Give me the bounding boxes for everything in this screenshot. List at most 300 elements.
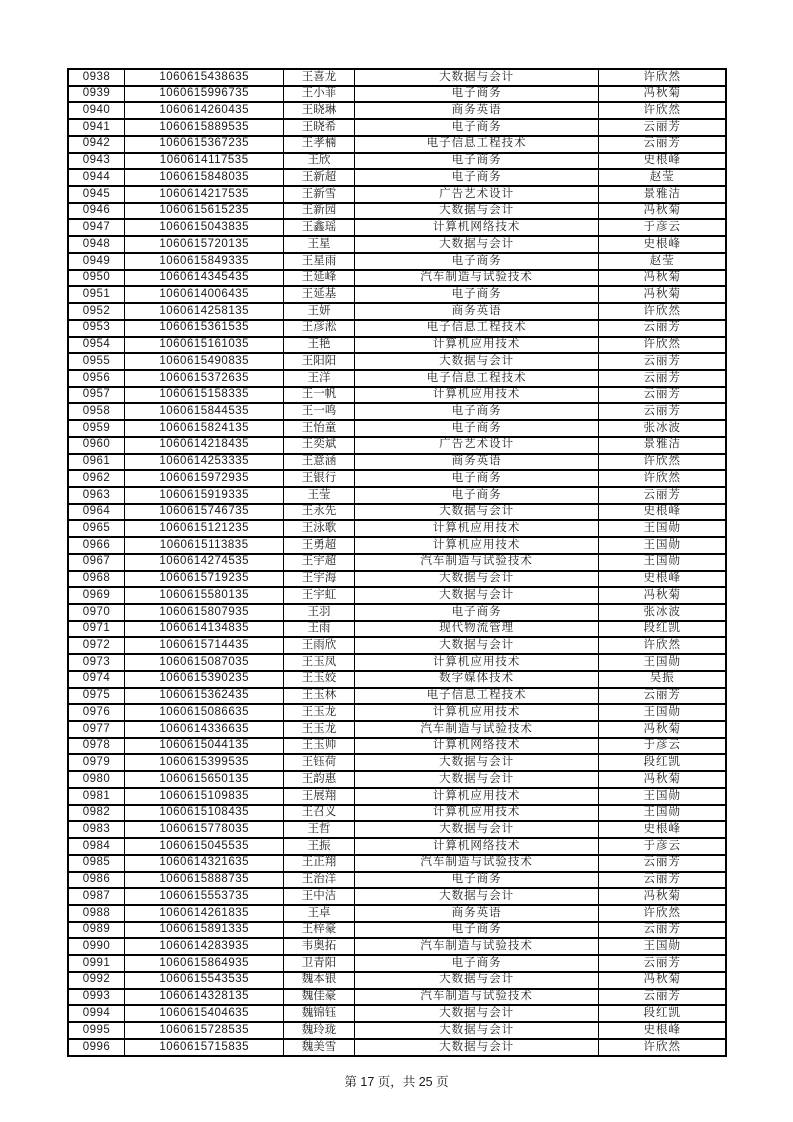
cell-name: 王振: [284, 838, 354, 855]
cell-major: 大数据与会计: [354, 571, 599, 588]
cell-advisor: 云丽芳: [599, 387, 726, 404]
table-row: [68, 520, 726, 537]
cell-major: 电子商务: [354, 922, 599, 939]
table-row: [68, 186, 726, 203]
table-row: [68, 872, 726, 889]
cell-student_id: 1060615161035: [125, 337, 284, 354]
cell-major: 计算机应用技术: [354, 537, 599, 554]
cell-advisor: 冯秋菊: [599, 771, 726, 788]
table-row: [68, 119, 726, 136]
cell-advisor: 赵莹: [599, 169, 726, 186]
cell-seq: 0967: [68, 554, 125, 571]
cell-seq: 0971: [68, 621, 125, 638]
cell-seq: 0940: [68, 102, 125, 119]
cell-major: 电子商务: [354, 604, 599, 621]
table-row: [68, 821, 726, 838]
cell-name: 王阳阳: [284, 353, 354, 370]
cell-advisor: 段红凯: [599, 621, 726, 638]
cell-name: 王泳歌: [284, 520, 354, 537]
table-row: [68, 504, 726, 521]
cell-seq: 0989: [68, 922, 125, 939]
page-footer: [0, 1072, 793, 1090]
cell-major: 广告艺术设计: [354, 186, 599, 203]
cell-advisor: 于彦云: [599, 738, 726, 755]
cell-major: 大数据与会计: [354, 771, 599, 788]
cell-name: 王正翔: [284, 855, 354, 872]
cell-student_id: 1060615746735: [125, 504, 284, 521]
cell-seq: 0962: [68, 470, 125, 487]
table-row: [68, 69, 726, 86]
cell-major: 现代物流管理: [354, 621, 599, 638]
cell-major: 电子商务: [354, 955, 599, 972]
cell-student_id: 1060615888735: [125, 872, 284, 889]
cell-student_id: 1060614321635: [125, 855, 284, 872]
cell-name: 王意涵: [284, 454, 354, 471]
cell-advisor: 史根峰: [599, 504, 726, 521]
table-row: [68, 637, 726, 654]
cell-advisor: 云丽芳: [599, 955, 726, 972]
cell-major: 电子商务: [354, 169, 599, 186]
cell-major: 商务英语: [354, 905, 599, 922]
cell-student_id: 1060615553735: [125, 888, 284, 905]
table-row: [68, 487, 726, 504]
cell-student_id: 1060615715835: [125, 1039, 284, 1056]
table-row: [68, 303, 726, 320]
cell-seq: 0992: [68, 972, 125, 989]
table-row: [68, 721, 726, 738]
cell-name: 王勇超: [284, 537, 354, 554]
table-row: [68, 286, 726, 303]
cell-seq: 0964: [68, 504, 125, 521]
cell-name: 王小菲: [284, 86, 354, 103]
cell-major: 大数据与会计: [354, 754, 599, 771]
cell-name: 王玉林: [284, 688, 354, 705]
table-row: [68, 454, 726, 471]
cell-student_id: 1060615045535: [125, 838, 284, 855]
table-row: [68, 738, 726, 755]
cell-name: 王延基: [284, 286, 354, 303]
table-row: [68, 805, 726, 822]
cell-major: 计算机应用技术: [354, 520, 599, 537]
cell-student_id: 1060615399535: [125, 754, 284, 771]
cell-seq: 0946: [68, 203, 125, 220]
cell-student_id: 1060615438635: [125, 69, 284, 86]
cell-name: 王梓豪: [284, 922, 354, 939]
table-row: [68, 604, 726, 621]
cell-student_id: 1060614253335: [125, 454, 284, 471]
cell-seq: 0977: [68, 721, 125, 738]
cell-major: 大数据与会计: [354, 236, 599, 253]
table-row: [68, 153, 726, 170]
cell-student_id: 1060615720135: [125, 236, 284, 253]
cell-student_id: 1060615580135: [125, 587, 284, 604]
cell-advisor: 吴振: [599, 671, 726, 688]
cell-name: 王孝楠: [284, 136, 354, 153]
cell-student_id: 1060615848035: [125, 169, 284, 186]
cell-student_id: 1060615044135: [125, 738, 284, 755]
cell-advisor: 冯秋菊: [599, 203, 726, 220]
table-row: [68, 704, 726, 721]
cell-advisor: 冯秋菊: [599, 888, 726, 905]
cell-advisor: 王国勋: [599, 520, 726, 537]
cell-name: 韦奥拓: [284, 938, 354, 955]
cell-advisor: 段红凯: [599, 1005, 726, 1022]
cell-advisor: 云丽芳: [599, 855, 726, 872]
cell-seq: 0990: [68, 938, 125, 955]
cell-name: 魏佳豪: [284, 989, 354, 1006]
cell-advisor: 王国勋: [599, 554, 726, 571]
cell-seq: 0996: [68, 1039, 125, 1056]
cell-seq: 0978: [68, 738, 125, 755]
cell-advisor: 许欣然: [599, 905, 726, 922]
cell-seq: 0973: [68, 654, 125, 671]
cell-student_id: 1060615714435: [125, 637, 284, 654]
cell-seq: 0965: [68, 520, 125, 537]
table-row: [68, 688, 726, 705]
cell-name: 王永先: [284, 504, 354, 521]
cell-advisor: 冯秋菊: [599, 286, 726, 303]
cell-seq: 0987: [68, 888, 125, 905]
cell-seq: 0955: [68, 353, 125, 370]
table-row: [68, 403, 726, 420]
cell-major: 电子商务: [354, 403, 599, 420]
cell-name: 王雨: [284, 621, 354, 638]
table-row: [68, 270, 726, 287]
table-row: [68, 838, 726, 855]
cell-student_id: 1060615972935: [125, 470, 284, 487]
cell-seq: 0993: [68, 989, 125, 1006]
cell-name: 王雨欣: [284, 637, 354, 654]
cell-student_id: 1060615650135: [125, 771, 284, 788]
cell-major: 计算机应用技术: [354, 788, 599, 805]
cell-student_id: 1060615087035: [125, 654, 284, 671]
cell-major: 电子商务: [354, 153, 599, 170]
cell-major: 大数据与会计: [354, 1005, 599, 1022]
table-row: [68, 788, 726, 805]
cell-advisor: 景雅洁: [599, 437, 726, 454]
table-row: [68, 537, 726, 554]
table-row: [68, 136, 726, 153]
cell-name: 王玉姣: [284, 671, 354, 688]
cell-student_id: 1060614218435: [125, 437, 284, 454]
cell-advisor: 赵莹: [599, 253, 726, 270]
table-row: [68, 169, 726, 186]
cell-student_id: 1060615362435: [125, 688, 284, 705]
cell-advisor: 许欣然: [599, 69, 726, 86]
cell-student_id: 1060615367235: [125, 136, 284, 153]
cell-student_id: 1060615543535: [125, 972, 284, 989]
cell-name: 王宇超: [284, 554, 354, 571]
cell-name: 王莹: [284, 487, 354, 504]
cell-student_id: 1060615109835: [125, 788, 284, 805]
cell-major: 大数据与会计: [354, 587, 599, 604]
cell-name: 王星: [284, 236, 354, 253]
cell-advisor: 王国勋: [599, 938, 726, 955]
cell-major: 计算机网络技术: [354, 838, 599, 855]
table-row: [68, 754, 726, 771]
cell-advisor: 史根峰: [599, 153, 726, 170]
table-row: [68, 587, 726, 604]
cell-name: 王玉龙: [284, 704, 354, 721]
table-row: [68, 621, 726, 638]
cell-seq: 0945: [68, 186, 125, 203]
cell-advisor: 云丽芳: [599, 370, 726, 387]
cell-major: 大数据与会计: [354, 203, 599, 220]
cell-advisor: 王国勋: [599, 704, 726, 721]
table-row: [68, 989, 726, 1006]
cell-seq: 0975: [68, 688, 125, 705]
cell-major: 汽车制造与试验技术: [354, 938, 599, 955]
cell-advisor: 云丽芳: [599, 136, 726, 153]
cell-student_id: 1060614328135: [125, 989, 284, 1006]
cell-name: 王鑫瑶: [284, 219, 354, 236]
table-row: [68, 972, 726, 989]
cell-advisor: 云丽芳: [599, 872, 726, 889]
student-roster-table: [67, 68, 727, 1057]
cell-student_id: 1060615108435: [125, 805, 284, 822]
table-row: [68, 905, 726, 922]
cell-seq: 0942: [68, 136, 125, 153]
cell-advisor: 云丽芳: [599, 688, 726, 705]
cell-name: 王中洁: [284, 888, 354, 905]
cell-student_id: 1060615778035: [125, 821, 284, 838]
cell-seq: 0938: [68, 69, 125, 86]
cell-advisor: 冯秋菊: [599, 721, 726, 738]
table-row: [68, 353, 726, 370]
table-row: [68, 771, 726, 788]
cell-seq: 0953: [68, 320, 125, 337]
cell-name: 王奕斌: [284, 437, 354, 454]
cell-student_id: 1060615728535: [125, 1022, 284, 1039]
cell-major: 计算机应用技术: [354, 704, 599, 721]
table-row: [68, 855, 726, 872]
cell-advisor: 许欣然: [599, 454, 726, 471]
cell-advisor: 史根峰: [599, 236, 726, 253]
cell-name: 魏本银: [284, 972, 354, 989]
cell-name: 王喜龙: [284, 69, 354, 86]
cell-name: 王宇虹: [284, 587, 354, 604]
cell-student_id: 1060615372635: [125, 370, 284, 387]
page-number-text: 第 17 页，共 25 页: [344, 1075, 449, 1089]
cell-advisor: 张冰波: [599, 604, 726, 621]
cell-seq: 0983: [68, 821, 125, 838]
cell-seq: 0961: [68, 454, 125, 471]
cell-major: 电子商务: [354, 420, 599, 437]
cell-name: 王哲: [284, 821, 354, 838]
cell-major: 计算机应用技术: [354, 805, 599, 822]
cell-name: 王钰荷: [284, 754, 354, 771]
cell-name: 王玉凤: [284, 654, 354, 671]
cell-major: 计算机应用技术: [354, 654, 599, 671]
cell-advisor: 史根峰: [599, 821, 726, 838]
cell-student_id: 1060615824135: [125, 420, 284, 437]
cell-student_id: 1060615891335: [125, 922, 284, 939]
cell-major: 电子商务: [354, 119, 599, 136]
cell-student_id: 1060615113835: [125, 537, 284, 554]
cell-name: 王宇海: [284, 571, 354, 588]
table-row: [68, 470, 726, 487]
cell-seq: 0954: [68, 337, 125, 354]
cell-name: 魏锦钰: [284, 1005, 354, 1022]
cell-student_id: 1060615158335: [125, 387, 284, 404]
table-row: [68, 387, 726, 404]
cell-seq: 0947: [68, 219, 125, 236]
table-row: [68, 420, 726, 437]
cell-student_id: 1060614258135: [125, 303, 284, 320]
cell-major: 汽车制造与试验技术: [354, 989, 599, 1006]
cell-student_id: 1060614006435: [125, 286, 284, 303]
cell-name: 王卓: [284, 905, 354, 922]
cell-advisor: 许欣然: [599, 303, 726, 320]
cell-seq: 0968: [68, 571, 125, 588]
cell-name: 王玉帅: [284, 738, 354, 755]
table-row: [68, 102, 726, 119]
cell-seq: 0966: [68, 537, 125, 554]
cell-name: 王新超: [284, 169, 354, 186]
cell-major: 汽车制造与试验技术: [354, 855, 599, 872]
cell-advisor: 王国勋: [599, 654, 726, 671]
cell-major: 广告艺术设计: [354, 437, 599, 454]
cell-student_id: 1060614134835: [125, 621, 284, 638]
cell-name: 王妍: [284, 303, 354, 320]
cell-seq: 0958: [68, 403, 125, 420]
table-row: [68, 1022, 726, 1039]
cell-major: 大数据与会计: [354, 637, 599, 654]
cell-name: 王展翔: [284, 788, 354, 805]
table-row: [68, 938, 726, 955]
cell-major: 电子商务: [354, 86, 599, 103]
cell-seq: 0941: [68, 119, 125, 136]
table-row: [68, 337, 726, 354]
cell-student_id: 1060614260435: [125, 102, 284, 119]
cell-seq: 0963: [68, 487, 125, 504]
student-roster-body: [68, 69, 726, 1056]
cell-advisor: 冯秋菊: [599, 587, 726, 604]
cell-student_id: 1060615043835: [125, 219, 284, 236]
cell-student_id: 1060615719235: [125, 571, 284, 588]
table-row: [68, 888, 726, 905]
cell-seq: 0948: [68, 236, 125, 253]
cell-seq: 0995: [68, 1022, 125, 1039]
cell-advisor: 张冰波: [599, 420, 726, 437]
cell-student_id: 1060614283935: [125, 938, 284, 955]
cell-name: 王召义: [284, 805, 354, 822]
cell-name: 王一鸣: [284, 403, 354, 420]
cell-student_id: 1060615996735: [125, 86, 284, 103]
cell-major: 大数据与会计: [354, 821, 599, 838]
table-row: [68, 219, 726, 236]
cell-major: 电子信息工程技术: [354, 136, 599, 153]
cell-advisor: 云丽芳: [599, 487, 726, 504]
cell-student_id: 1060614261835: [125, 905, 284, 922]
cell-name: 王艳: [284, 337, 354, 354]
cell-seq: 0957: [68, 387, 125, 404]
cell-student_id: 1060614117535: [125, 153, 284, 170]
cell-seq: 0988: [68, 905, 125, 922]
cell-advisor: 史根峰: [599, 571, 726, 588]
cell-student_id: 1060615889535: [125, 119, 284, 136]
cell-seq: 0972: [68, 637, 125, 654]
cell-seq: 0976: [68, 704, 125, 721]
cell-seq: 0950: [68, 270, 125, 287]
table-row: [68, 236, 726, 253]
cell-seq: 0951: [68, 286, 125, 303]
cell-student_id: 1060615121235: [125, 520, 284, 537]
cell-major: 计算机网络技术: [354, 738, 599, 755]
cell-name: 王治洋: [284, 872, 354, 889]
cell-student_id: 1060615849335: [125, 253, 284, 270]
cell-major: 商务英语: [354, 454, 599, 471]
table-row: [68, 571, 726, 588]
cell-major: 大数据与会计: [354, 1022, 599, 1039]
cell-major: 大数据与会计: [354, 353, 599, 370]
cell-name: 王新园: [284, 203, 354, 220]
cell-student_id: 1060615086635: [125, 704, 284, 721]
cell-advisor: 段红凯: [599, 754, 726, 771]
cell-major: 电子信息工程技术: [354, 370, 599, 387]
cell-advisor: 王国勋: [599, 537, 726, 554]
cell-name: 王怡童: [284, 420, 354, 437]
cell-name: 王延峰: [284, 270, 354, 287]
cell-seq: 0960: [68, 437, 125, 454]
cell-student_id: 1060615844535: [125, 403, 284, 420]
cell-major: 电子商务: [354, 872, 599, 889]
cell-seq: 0984: [68, 838, 125, 855]
cell-student_id: 1060614217535: [125, 186, 284, 203]
cell-advisor: 许欣然: [599, 337, 726, 354]
cell-name: 魏美雪: [284, 1039, 354, 1056]
cell-seq: 0994: [68, 1005, 125, 1022]
cell-advisor: 云丽芳: [599, 922, 726, 939]
cell-advisor: 景雅洁: [599, 186, 726, 203]
cell-seq: 0956: [68, 370, 125, 387]
cell-student_id: 1060615864935: [125, 955, 284, 972]
cell-advisor: 冯秋菊: [599, 86, 726, 103]
cell-student_id: 1060615490835: [125, 353, 284, 370]
cell-advisor: 冯秋菊: [599, 270, 726, 287]
cell-advisor: 冯秋菊: [599, 972, 726, 989]
cell-major: 电子商务: [354, 253, 599, 270]
cell-name: 卫青阳: [284, 955, 354, 972]
cell-advisor: 许欣然: [599, 637, 726, 654]
cell-name: 王韵惠: [284, 771, 354, 788]
cell-major: 电子信息工程技术: [354, 688, 599, 705]
table-row: [68, 253, 726, 270]
cell-seq: 0982: [68, 805, 125, 822]
cell-name: 王羽: [284, 604, 354, 621]
cell-seq: 0991: [68, 955, 125, 972]
cell-seq: 0979: [68, 754, 125, 771]
cell-seq: 0943: [68, 153, 125, 170]
cell-name: 王晓琳: [284, 102, 354, 119]
cell-major: 大数据与会计: [354, 504, 599, 521]
cell-seq: 0970: [68, 604, 125, 621]
cell-name: 王一帆: [284, 387, 354, 404]
cell-advisor: 许欣然: [599, 1039, 726, 1056]
table-row: [68, 654, 726, 671]
cell-name: 王银行: [284, 470, 354, 487]
table-row: [68, 86, 726, 103]
cell-name: 王星雨: [284, 253, 354, 270]
cell-advisor: 于彦云: [599, 838, 726, 855]
cell-advisor: 云丽芳: [599, 989, 726, 1006]
cell-advisor: 许欣然: [599, 102, 726, 119]
cell-major: 大数据与会计: [354, 69, 599, 86]
table-row: [68, 671, 726, 688]
cell-name: 王玉龙: [284, 721, 354, 738]
cell-seq: 0959: [68, 420, 125, 437]
cell-name: 王洋: [284, 370, 354, 387]
